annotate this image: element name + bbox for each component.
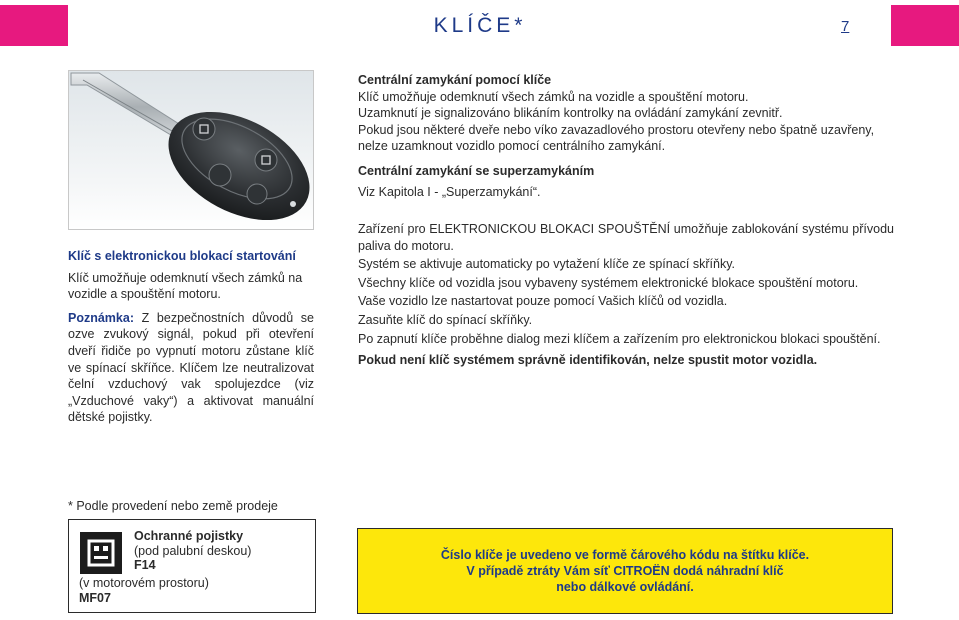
fuse-code-1: F14	[134, 558, 156, 572]
immobiliser-text-4: Vaše vozidlo lze nastartovat pouze pomocí Vašich klíčů od vozidla.	[358, 294, 728, 309]
fuse-location-1: (pod palubní deskou)	[134, 543, 252, 558]
superlocking-heading: Centrální zamykání se superzamykáním	[358, 163, 595, 178]
immobiliser-text-3: Všechny klíče od vozidla jsou vybaveny systémem elektronické blokace spouštění motoru.	[358, 275, 859, 290]
right-column-top	[358, 72, 894, 200]
immobiliser-text-2: Systém se aktivuje automaticky po vytažení klíče ze spínací skříňky.	[358, 257, 736, 272]
superlocking-text: Viz Kapitola I - „Superzamykání“.	[358, 184, 541, 199]
note-line-3: nebo dálkové ovládání.	[556, 580, 694, 594]
note-line-2: V případě ztráty Vám síť CITROËN dodá náhradní klíč	[466, 564, 784, 578]
corner-accent-right	[891, 5, 959, 46]
safety-note	[68, 310, 314, 426]
central-locking-text-2: Uzamknutí je signalizováno blikáním kontrolky na ovládání zamykání zevnitř.	[358, 106, 783, 121]
right-column-immobiliser	[358, 221, 894, 369]
central-locking-heading: Centrální zamykání pomocí klíče	[358, 73, 552, 87]
footnote: * Podle provedení nebo země prodeje	[68, 499, 278, 513]
fuse-location-2: (v motorovém prostoru)	[79, 576, 209, 590]
fuse-code-2: MF07	[79, 590, 111, 605]
central-locking-text-3: Pokud jsou některé dveře nebo víko zavazadlového prostoru otevřeny nebo špatně uzavřeny, nelze uzamknout vozidlo pomocí centrálního zamykání.	[358, 122, 875, 154]
note-line-1: Číslo klíče je uvedeno ve formě čárového kódu na štítku klíče.	[440, 548, 810, 562]
left-column	[68, 248, 314, 426]
car-key-fob-icon	[69, 71, 314, 230]
immobiliser-warning: Pokud není klíč systémem správně identifikován, nelze spustit motor vozidla.	[358, 353, 818, 368]
fuse-text-bottom	[79, 576, 209, 605]
note-label: Poznámka:	[68, 310, 134, 325]
immobiliser-key-text: Klíč umožňuje odemknutí všech zámků na vozidle a spouštění motoru.	[68, 270, 303, 302]
fuse-box-icon	[80, 532, 122, 574]
immobiliser-key-heading: Klíč s elektronickou blokací startování	[68, 249, 296, 263]
immobiliser-text-6: Po zapnutí klíče proběhne dialog mezi klíčem a zařízením pro elektronickou blokaci spouštění.	[358, 331, 881, 346]
fuse-title: Ochranné pojistky	[134, 529, 244, 543]
key-photo	[68, 70, 314, 230]
central-locking-text-1: Klíč umožňuje odemknutí všech zámků na vozidle a spouštění motoru.	[358, 89, 749, 104]
immobiliser-text-5: Zasuňte klíč do spínací skříňky.	[358, 312, 533, 327]
immobiliser-text-1: Zařízení pro ELEKTRONICKOU BLOKACI SPOUŠTĚNÍ umožňuje zablokování systému přívodu paliva do motoru.	[358, 222, 894, 253]
note-text: Z bezpečnostních důvodů se ozve zvukový signál, pokud při otevření dveří řidiče po vypnutí motoru zůstane klíč ve spínací skříňce. Klíčem lze neutralizovat čelní vzduchový vak spolujezdce (viz „Vzduchové vaky“) a aktivovat manuální dětské pojistky.	[68, 310, 314, 425]
page-title: KLÍČE*	[433, 14, 527, 37]
fuse-info-box	[68, 519, 316, 613]
page-number: 7	[841, 18, 850, 35]
fuse-text-top	[134, 529, 251, 573]
key-number-note-box	[357, 528, 893, 614]
corner-accent-left	[0, 5, 68, 46]
